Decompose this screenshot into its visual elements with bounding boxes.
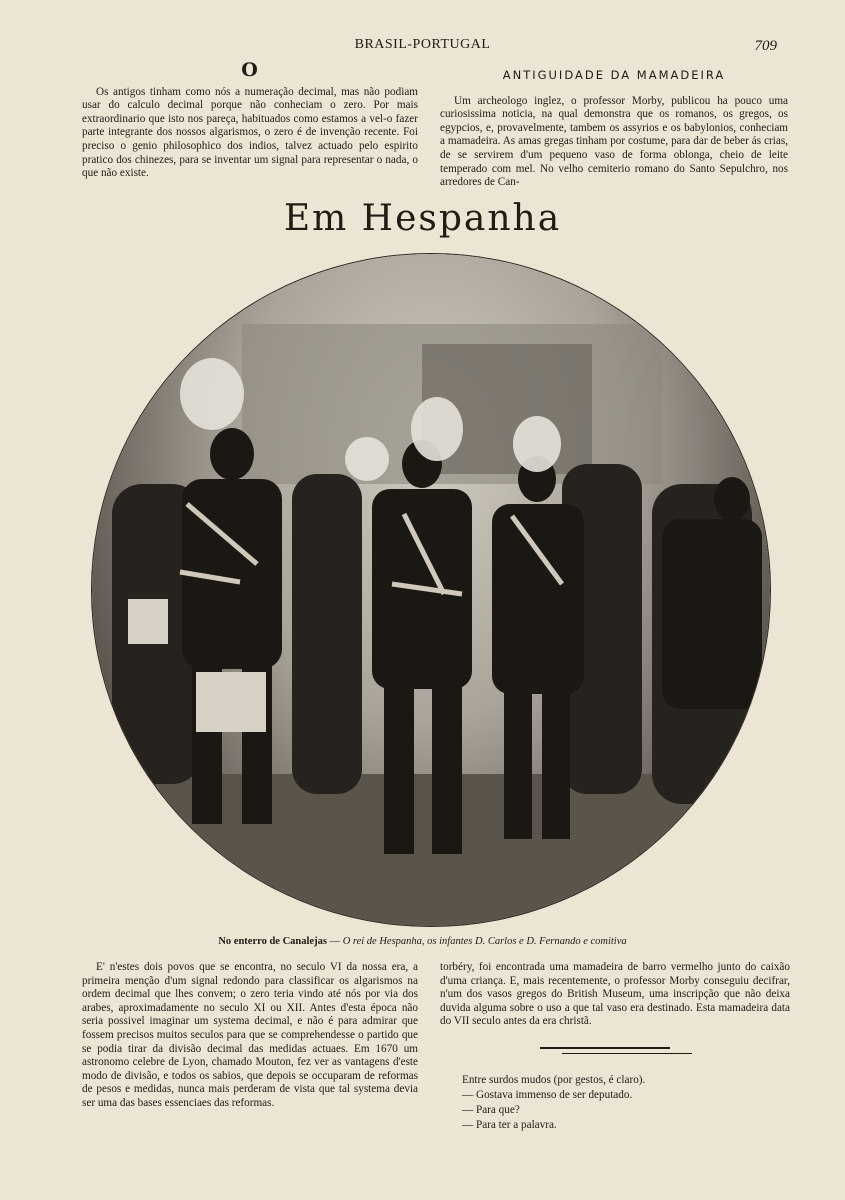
photo-signature: Pri xyxy=(677,822,698,838)
caption-italic: O rei de Hespanha, os infantes D. Carlos e D. Fernando e comitiva xyxy=(342,936,627,947)
divider-rule-top xyxy=(540,1047,670,1049)
zero-article xyxy=(82,59,418,181)
mamadeira-article-heading: ANTIGUIDADE DA MAMADEIRA xyxy=(502,68,726,82)
joke-line: — Para ter a palavra. xyxy=(462,1119,557,1131)
joke-line: Entre surdos mudos (por gestos, é claro). xyxy=(462,1074,646,1086)
mamadeira-article-continued xyxy=(440,961,790,1029)
zero-article-continued-text: E' n'estes dois povos que se encontra, no seculo VI da nossa era, a primeira menção d'um signal redondo para classificar os algarismos na ordem decimal que lhes convem; o zero teria vindo até nós por via dos arabes, aproximadamente no seculo XI ou XII. Antes d'esta época não seria possivel imaginar um systema decimal, e não é para admirar que fossem precisos muitos seculos para que se comprehendesse o partido que se podia tirar da divisão decimal das medidas actuaes. Em 1670 um astronomo celebre de Lyon, chamado Mouton, fez ver as vantagens d'este modo de divisão, e todos os sabios, que depois se occuparam de reformas de pesos e medidas, nunca mais perderam de vista que tal systema devia ser uma das bases essenciaes das reformas. xyxy=(82,961,418,1109)
zero-article-continued xyxy=(82,961,418,1111)
joke-line: — Gostava immenso de ser deputado. xyxy=(462,1089,633,1101)
caption-bold: No enterro de Canalejas xyxy=(218,936,327,947)
running-header: BRASIL-PORTUGAL xyxy=(354,37,491,52)
divider-rule-bottom xyxy=(562,1053,692,1054)
mamadeira-article xyxy=(440,64,788,190)
photo-caption xyxy=(0,936,845,947)
zero-article-text: Os antigos tinham como nós a numeração decimal, mas não podiam usar do calculo decimal porque não conheciam o zero. Por mais extraordinario que isto nos pareça, habituados como estamos a vel-o fazer parte integrante dos nossos algarismos, o zero é de invenção recente. Foi preciso o genio philosophico dos indios, talvez actuado pelo espirito pratico dos chinezes, para se inventar um signal para representar o nada, o que não existe. xyxy=(82,85,418,180)
mamadeira-article-continued-text: torbéry, foi encontrada uma mamadeira de barro vermelho junto do caixão d'uma criança. E, mais recentemente, o professor Morby conseguiu decifrar, n'um dos vasos gregos do British Museum, uma inscripção que não deixa duvida alguma sobre o uso a que tal vaso era destinado. Esta mamadeira data do VII seculo antes da era christã. xyxy=(440,961,790,1028)
funeral-photograph xyxy=(92,254,770,926)
page-number: 709 xyxy=(754,38,777,54)
photo-illustration xyxy=(92,254,770,926)
feature-title: Em Hespanha xyxy=(283,198,562,239)
joke-block xyxy=(462,1073,645,1133)
caption-dash: — xyxy=(326,936,343,947)
joke-line: — Para que? xyxy=(462,1104,520,1116)
mamadeira-article-text: Um archeologo inglez, o professor Morby, publicou ha pouco uma curiosissima noticia, na qual demonstra que os romanos, os gregos, os egypcios, e, provavelmente, tambem os assyrios e os babylonios, conheciam a mamadeira. As amas gregas tinham por costume, para dar de beber ás crias, de se servirem d'um pequeno vaso de forma oblonga, cheio de leite temperado com mel. No velho cemiterio romano do Santo Sepulchro, nos arredores de Can- xyxy=(440,94,788,189)
zero-article-heading: O xyxy=(241,59,259,81)
